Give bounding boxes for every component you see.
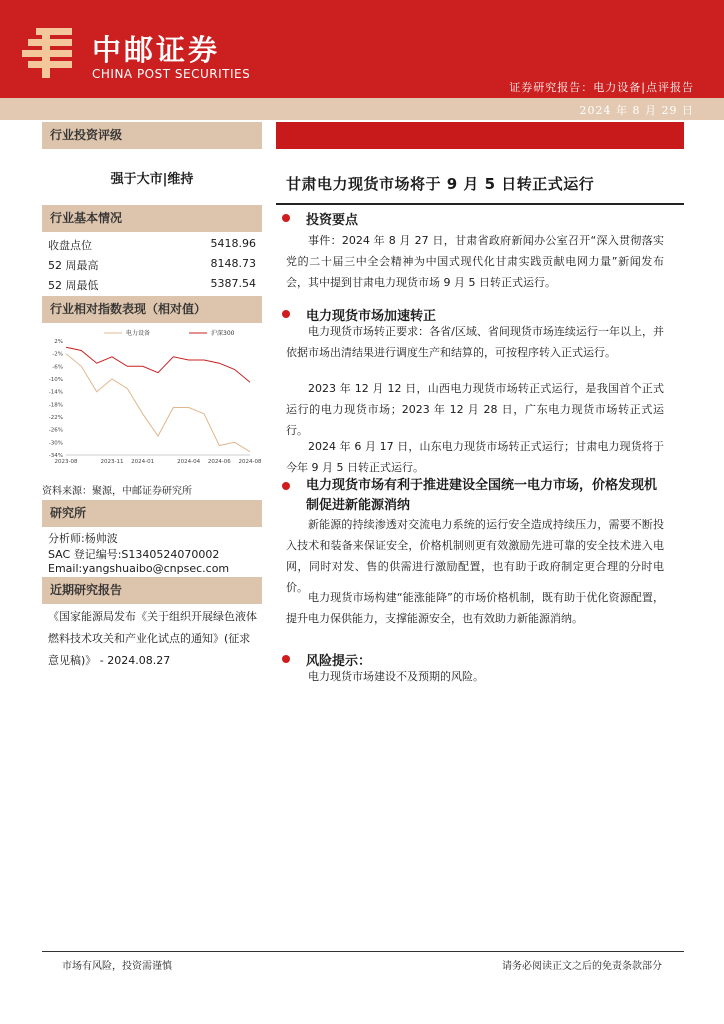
basic-label: 收盘点位 <box>48 239 92 252</box>
y-tick-label: -10% <box>48 377 63 383</box>
y-tick-label: -14% <box>48 389 63 396</box>
y-tick-label: -30% <box>48 440 63 447</box>
paragraph: 新能源的持续渗透对交流电力系统的运行安全造成持续压力，需要不断投入技术和装备来保证安全，价格机制则更有效激励先进可靠的安全技术进入电网，同时对发、售的供需进行激励配置，也有助于政府制定更合理的分时电价。 <box>286 518 664 594</box>
paragraph: 电力现货市场转正要求：各省/区域、省间现货市场连续运行一年以上，并依据市场出清结果进行调度生产和结算的，可按程序转入正式运行。 <box>286 325 664 359</box>
paragraph: 2023 年 12 月 12 日，山西电力现货市场转正式运行，是我国首个正式运行的电力现货市场；2023 年 12 月 28 日，广东电力现货市场转正式运行。 <box>286 382 664 437</box>
series-line-power-equipment <box>66 354 250 452</box>
report-type: 证券研究报告：电力设备|点评报告 <box>509 81 694 94</box>
report-date: 2024 年 8 月 29 日 <box>579 104 694 117</box>
section-heading: 投资要点 <box>306 213 359 228</box>
basic-row <box>48 257 256 273</box>
paragraph: 2024 年 6 月 17 日，山东电力现货市场转正式运行；甘肃电力现货将于今年 9 月 5 日转正式运行。 <box>286 440 664 474</box>
legend-label: 沪深300 <box>211 330 235 337</box>
y-tick-label: -2% <box>52 351 63 358</box>
paragraph: 电力现货市场建设不及预期的风险。 <box>308 670 484 683</box>
basic-row <box>48 277 256 293</box>
series-line-csi300 <box>66 347 250 382</box>
bullet-icon <box>282 214 290 222</box>
industry-rating: 强于大市|维持 <box>110 172 194 187</box>
rating-heading: 行业投资评级 <box>42 122 262 149</box>
legend-label: 电力设备 <box>126 330 151 337</box>
x-tick-label: 2024-06 <box>207 459 231 465</box>
paragraph: 电力现货市场构建“能涨能降”的市场价格机制，既有助于优化资源配置，提升电力保供能力，支撑能源安全，也有效助力新能源消纳。 <box>286 591 664 625</box>
analyst-email[interactable]: Email:yangshuaibo@cnpsec.com <box>48 562 230 575</box>
section-heading: 电力现货市场有利于推进建设全国统一电力市场，价格发现机制促进新能源消纳 <box>306 478 658 513</box>
x-tick-label: 2023-11 <box>100 459 124 465</box>
china-post-logo-icon <box>22 26 80 80</box>
basic-info-heading: 行业基本情况 <box>42 205 262 232</box>
x-tick-label: 2023-08 <box>54 459 78 465</box>
y-tick-label: -18% <box>48 402 63 409</box>
recent-reports-heading: 近期研究报告 <box>42 577 262 604</box>
relative-index-chart <box>44 325 262 470</box>
analyst-sac-number: SAC 登记编号:S1340524070002 <box>48 548 220 561</box>
footer-disclaimer-note: 请务必阅读正文之后的免责条款部分 <box>502 961 662 972</box>
bullet-icon <box>282 310 290 318</box>
basic-value: 8148.73 <box>210 257 256 270</box>
basic-row <box>48 237 256 253</box>
basic-value: 5418.96 <box>210 237 256 250</box>
x-tick-label: 2024-01 <box>131 459 155 465</box>
y-tick-label: 2% <box>54 339 63 345</box>
brand-name-en: CHINA POST SECURITIES <box>92 67 251 81</box>
bullet-icon <box>282 482 290 490</box>
x-tick-label: 2024-08 <box>238 459 262 465</box>
performance-heading: 行业相对指数表现（相对值） <box>42 296 262 323</box>
y-tick-label: -34% <box>48 453 63 459</box>
section-heading: 风险提示： <box>306 654 372 669</box>
basic-value: 5387.54 <box>210 277 256 290</box>
footer-divider <box>42 951 684 952</box>
brand-name-cn: 中邮证券 <box>92 33 221 67</box>
chart-source: 资料来源：聚源，中邮证券研究所 <box>42 486 192 497</box>
basic-label: 52 周最低 <box>48 279 99 292</box>
x-tick-label: 2024-04 <box>177 459 201 465</box>
report-title: 甘肃电力现货市场将于 9 月 5 日转正式运行 <box>286 175 595 193</box>
paragraph: 事件：2024 年 8 月 27 日，甘肃省政府新闻办公室召开“深入贯彻落实党的二十届三中全会精神为中国式现代化甘肃实践贡献电网力量”新闻发布会，其中提到甘肃电力现货市场 9 月 5 日转正式运行。 <box>286 234 664 289</box>
y-tick-label: -26% <box>48 427 63 434</box>
recent-report-link[interactable]: 《国家能源局发布《关于组织开展绿色液体燃料技术攻关和产业化试点的通知》(征求意见稿)》 - 2024.08.27 <box>48 610 257 667</box>
title-band <box>276 122 684 149</box>
section-heading: 电力现货市场加速转正 <box>306 309 437 324</box>
y-tick-label: -22% <box>48 415 63 421</box>
bullet-icon <box>282 655 290 663</box>
footer-risk-note: 市场有风险，投资需谨慎 <box>62 961 172 972</box>
analyst-name: 分析师:杨帅波 <box>48 532 118 545</box>
analyst-heading: 研究所 <box>42 500 262 527</box>
y-tick-label: -6% <box>52 364 63 371</box>
title-divider <box>276 203 684 205</box>
basic-label: 52 周最高 <box>48 259 99 272</box>
